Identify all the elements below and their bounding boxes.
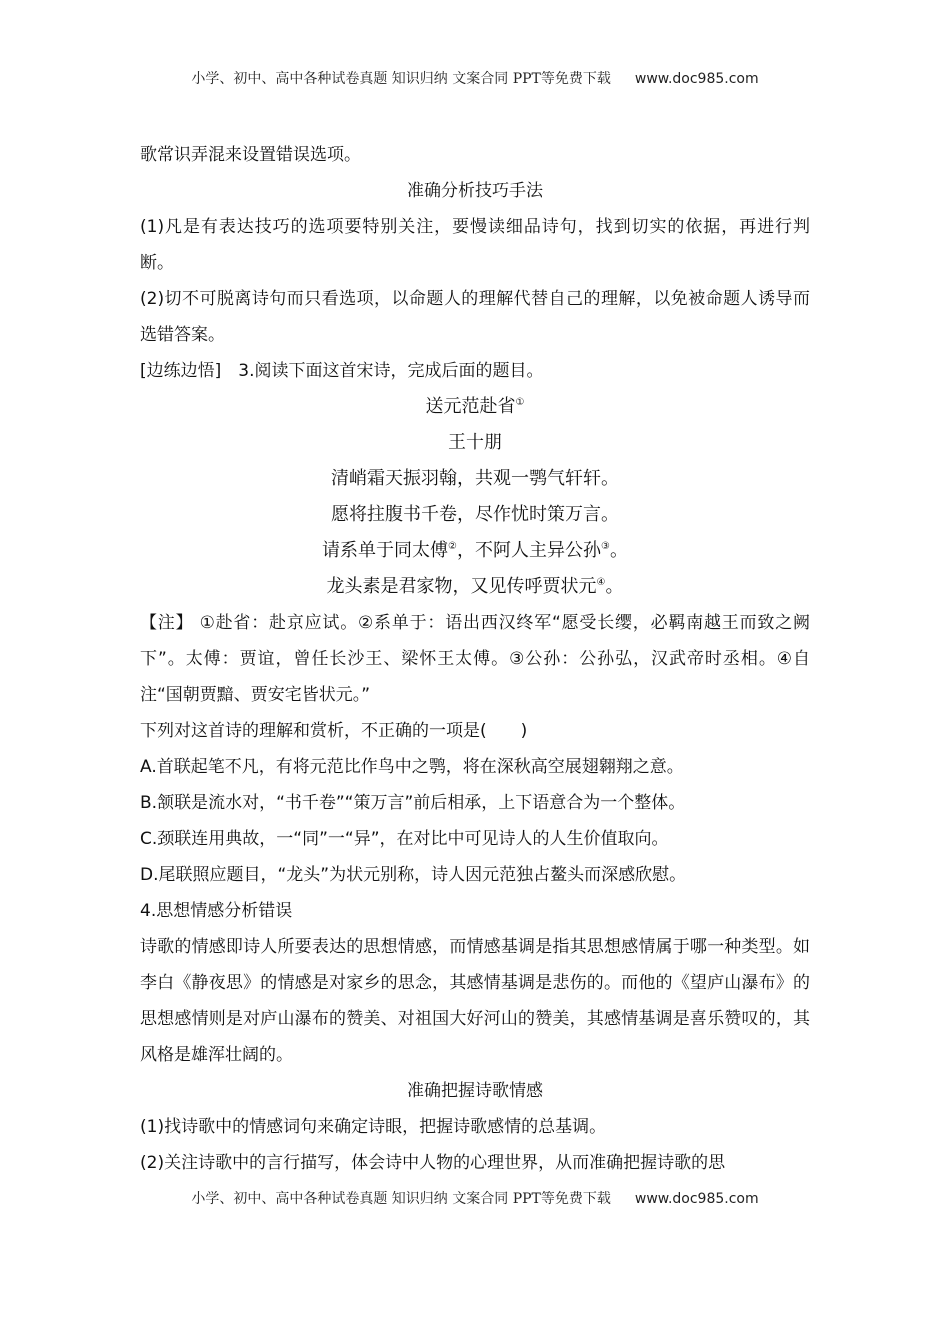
paragraph: (1)找诗歌中的情感词句来确定诗眼，把握诗歌感情的总基调。 [140,1117,607,1137]
section-heading: 准确分析技巧手法 [407,181,543,201]
banner-url[interactable]: www.doc985.com [634,1191,759,1207]
paragraph: 歌常识弄混来设置错误选项。 [140,145,361,165]
footnote-marker: ① [515,397,525,408]
poem-line [140,533,810,569]
option-c: C.颈联连用典故，一“同”一“异”，在对比中可见诗人的人生价值取向。 [140,829,669,849]
paragraph: (2)切不可脱离诗句而只看选项，以命题人的理解代替自己的理解，以免被命题人诱导而选错答案。 [140,289,810,345]
option-b: B.颔联是流水对，“书千卷”“策万言”前后相承，上下语意合为一个整体。 [140,793,686,813]
footnote-marker: ③ [601,541,610,552]
poem-author: 王十朋 [448,432,502,453]
poem-text: ，不阿人主异公孙 [457,540,601,561]
poem-text: 龙头素是君家物，又见传呼贾状元 [326,576,597,597]
poem-title [140,389,810,425]
poem-title-text: 送元范赴省 [425,396,516,417]
poem-line [140,569,810,605]
paragraph: 诗歌的情感即诗人所要表达的思想情感，而情感基调是指其思想感情属于哪一种类型。如李白《静夜思》的情感是对家乡的思念，其感情基调是悲伤的。而他的《望庐山瀑布》的思想感情则是对庐山瀑布的赞美、对祖国大好河山的赞美，其感情基调是喜乐赞叹的，其风格是雄浑壮阔的。 [140,937,810,1065]
banner-url[interactable]: www.doc985.com [634,71,759,87]
header-banner [0,0,950,89]
option-d: D.尾联照应题目，“龙头”为状元别称，诗人因元范独占鳌头而深感欣慰。 [140,865,687,885]
poem-notes: 【注】 ①赴省：赴京应试。②系单于：语出西汉终军“愿受长缨，必羁南越王而致之阙下”。太傅：贾谊，曾任长沙王、梁怀王太傅。③公孙：公孙弘，汉武帝时丞相。④自注“国朝贾黯、贾安宅皆状元。” [140,613,810,705]
poem-line: 愿将拄腹书千卷，尽作忧时策万言。 [331,504,619,525]
exercise-intro: [边练边悟] 3.阅读下面这首宋诗，完成后面的题目。 [140,361,544,381]
question-stem: 下列对这首诗的理解和赏析，不正确的一项是( ) [140,721,528,741]
banner-text: 小学、初中、高中各种试卷真题 知识归纳 文案合同 PPT等免费下载 [191,1191,611,1207]
paragraph: (2)关注诗歌中的言行描写，体会诗中人物的心理世界，从而准确把握诗歌的思 [140,1153,726,1173]
section-heading: 准确把握诗歌情感 [407,1081,543,1101]
paragraph: (1)凡是有表达技巧的选项要特别关注，要慢读细品诗句，找到切实的依据，再进行判断。 [140,217,810,273]
footnote-marker: ④ [596,577,606,588]
footer-banner [0,1189,950,1229]
section-heading: 4.思想情感分析错误 [140,901,293,921]
footnote-marker: ② [448,541,457,552]
poem-text: 。 [609,540,628,561]
option-a: A.首联起笔不凡，有将元范比作鸟中之鹗，将在深秋高空展翅翱翔之意。 [140,757,684,777]
poem-line: 清峭霜天振羽翰，共观一鹗气轩轩。 [331,468,619,489]
poem-text: 。 [605,576,624,597]
poem-text: 请系单于同太傅 [322,540,449,561]
banner-text: 小学、初中、高中各种试卷真题 知识归纳 文案合同 PPT等免费下载 [191,71,611,87]
document-body [140,137,810,1181]
